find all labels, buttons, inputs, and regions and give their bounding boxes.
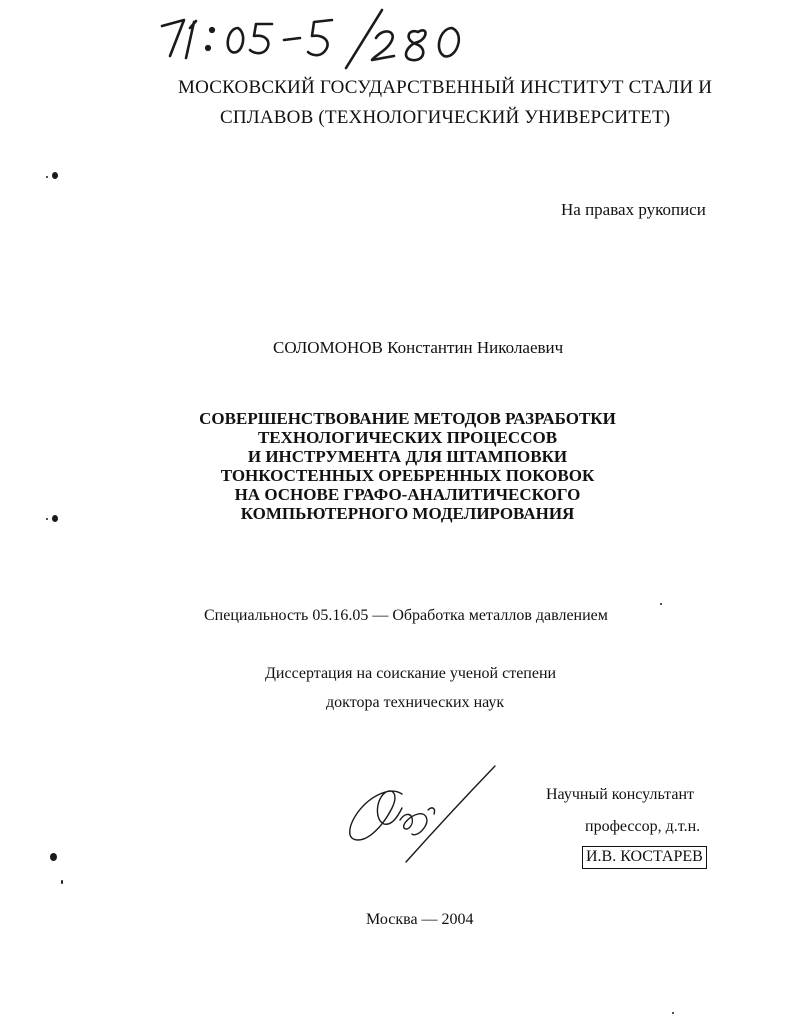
scan-mark	[672, 1012, 674, 1014]
consultant-label: Научный консультант	[546, 786, 694, 803]
dissertation-title	[0, 409, 799, 523]
city-year: Москва — 2004	[366, 911, 474, 928]
degree-line-2: доктора технических наук	[326, 694, 505, 711]
rights-note: На правах рукописи	[561, 200, 706, 219]
author-name: СОЛОМОНОВ Константин Николаевич	[273, 338, 564, 357]
scan-mark	[50, 853, 57, 861]
title-line: НА ОСНОВЕ ГРАФО-АНАЛИТИЧЕСКОГО	[234, 485, 581, 504]
title-line: ТОНКОСТЕННЫХ ОРЕБРЕННЫХ ПОКОВОК	[220, 466, 595, 485]
consultant-degree: профессор, д.т.н.	[585, 818, 701, 835]
scan-mark	[61, 880, 63, 884]
specialty-line: Специальность 05.16.05 — Обработка металлов давлением	[204, 607, 608, 624]
scan-mark	[46, 176, 48, 178]
title-line: КОМПЬЮТЕРНОГО МОДЕЛИРОВАНИЯ	[240, 504, 575, 523]
title-line: СОВЕРШЕНСТВОВАНИЕ МЕТОДОВ РАЗРАБОТКИ	[199, 409, 616, 428]
institution-line-2: СПЛАВОВ (ТЕХНОЛОГИЧЕСКИЙ УНИВЕРСИТЕТ)	[220, 107, 671, 128]
institution-line-1: МОСКОВСКИЙ ГОСУДАРСТВЕННЫЙ ИНСТИТУТ СТАЛИ И	[178, 77, 713, 98]
title-line: ТЕХНОЛОГИЧЕСКИХ ПРОЦЕССОВ	[257, 428, 558, 447]
consultant-name: И.В. КОСТАРЕВ	[582, 846, 707, 869]
scan-mark	[660, 603, 662, 605]
title-line: И ИНСТРУМЕНТА ДЛЯ ШТАМПОВКИ	[247, 447, 568, 466]
scan-mark	[46, 518, 48, 520]
scan-mark	[52, 515, 58, 522]
degree-line-1: Диссертация на соискание ученой степени	[265, 665, 557, 682]
signature	[340, 762, 505, 866]
handwritten-archive-code	[150, 6, 490, 70]
scan-mark	[52, 172, 58, 179]
